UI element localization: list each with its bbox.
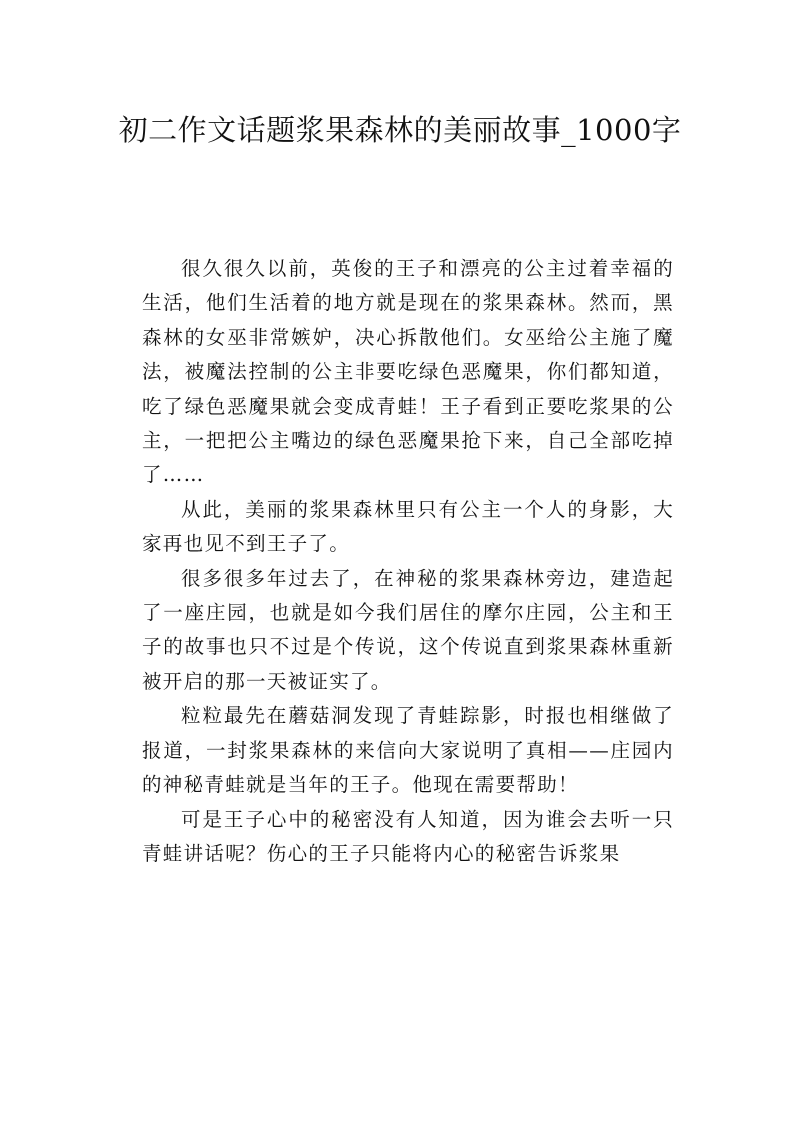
paragraph-2: 从此，美丽的浆果森林里只有公主一个人的身影，大家再也见不到王子了。 [142, 497, 674, 556]
paragraph-3: 很多很多年过去了，在神秘的浆果森林旁边，建造起了一座庄园，也就是如今我们居住的摩尔庄园，公主和王子的故事也只不过是个传说，这个传说直到浆果森林重新被开启的那一天被证实了。 [142, 566, 674, 693]
paragraph-5: 可是王子心中的秘密没有人知道，因为谁会去听一只青蛙讲话呢？伤心的王子只能将内心的秘密告诉浆果 [142, 807, 674, 865]
paragraph-1: 很久很久以前，英俊的王子和漂亮的公主过着幸福的生活，他们生活着的地方就是现在的浆果森林。然而，黑森林的女巫非常嫉妒，决心拆散他们。女巫给公主施了魔法，被魔法控制的公主非要吃绿色恶魔果，你们都知道，吃了绿色恶魔果就会变成青蛙！王子看到正要吃浆果的公主，一把把公主嘴边的绿色恶魔果抢下来，自己全部吃掉了…… [142, 257, 674, 487]
document-body [142, 252, 674, 871]
paragraph-4: 粒粒最先在蘑菇洞发现了青蛙踪影，时报也相继做了报道，一封浆果森林的来信向大家说明了真相——庄园内的神秘青蛙就是当年的王子。他现在需要帮助！ [142, 704, 674, 797]
document-title: 初二作文话题浆果森林的美丽故事_1000字 [118, 113, 682, 147]
